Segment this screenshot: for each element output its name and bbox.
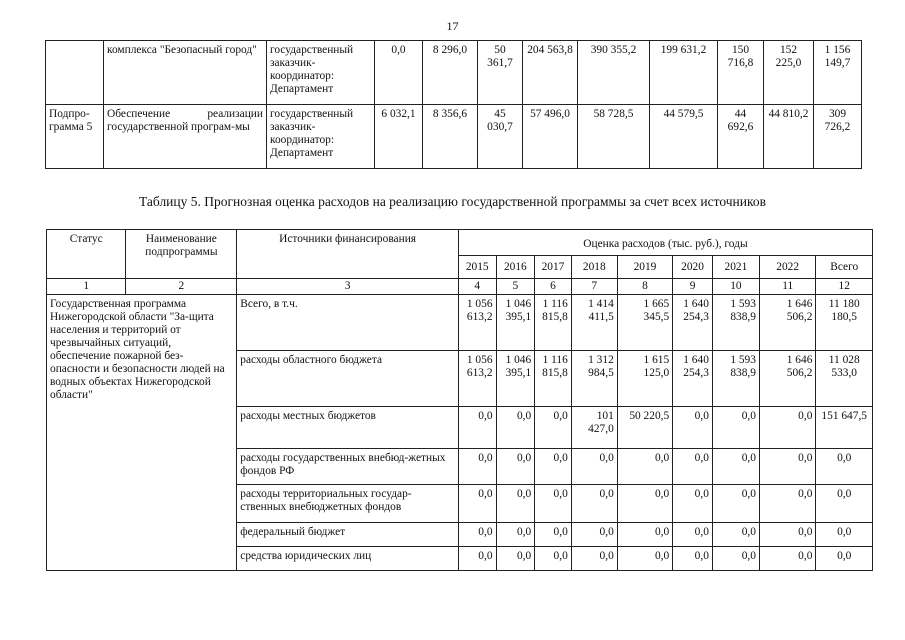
value-cell: 0,0 [571,485,617,523]
value-cell: 0,0 [816,547,873,571]
table-caption: Таблицу 5. Прогнозная оценка расходов на реализацию государственной программы за счет всех источников [139,194,766,209]
column-number-row [47,279,873,295]
value-cell: 0,0 [458,485,496,523]
value-cell: 1 593 838,9 [712,295,759,351]
value-cell: 57 496,0 [523,105,578,169]
value-cell: 1 056 613,2 [458,295,496,351]
value-cell: 1 665 345,5 [617,295,672,351]
value-cell: 11 028 533,0 [816,351,873,407]
value-cell: 390 355,2 [578,41,650,105]
value-cell: 204 563,8 [523,41,578,105]
value-cell: 0,0 [673,485,713,523]
column-number: 12 [816,279,873,295]
column-number: 5 [496,279,535,295]
year-header: 2022 [759,256,815,279]
column-number: 1 [47,279,126,295]
value-cell: 0,0 [759,407,815,449]
value-cell: 45 030,7 [478,105,523,169]
value-cell: 0,0 [617,485,672,523]
value-cell: 11 180 180,5 [816,295,873,351]
value-cell: 0,0 [571,523,617,547]
value-cell: 44 810,2 [764,105,814,169]
value-cell: 0,0 [617,449,672,485]
value-cell: 1 056 613,2 [458,351,496,407]
value-cell: 0,0 [816,485,873,523]
source-cell: Всего, в т.ч. [237,295,459,351]
column-number: 8 [617,279,672,295]
source-cell: расходы местных бюджетов [237,407,459,449]
value-cell: 0,0 [712,547,759,571]
value-cell: 0,0 [759,523,815,547]
value-cell: 0,0 [496,449,535,485]
column-number: 6 [535,279,572,295]
column-number: 3 [237,279,459,295]
value-cell: 1 615 125,0 [617,351,672,407]
value-cell: 0,0 [712,449,759,485]
value-cell: 44 692,6 [718,105,764,169]
page-number: 17 [446,19,459,33]
forecast-table-body [47,230,873,571]
value-cell: 199 631,2 [650,41,718,105]
value-cell: 0,0 [816,449,873,485]
header-row [47,230,873,256]
value-cell: 0,0 [535,523,572,547]
year-header: 2020 [673,256,713,279]
value-cell: 0,0 [617,547,672,571]
value-cell: 0,0 [535,407,572,449]
column-number: 11 [759,279,815,295]
status-cell [46,41,104,105]
value-cell: 50 220,5 [617,407,672,449]
column-number: 2 [126,279,237,295]
value-cell: 0,0 [759,547,815,571]
name-cell: комплекса "Безопасный город" [104,41,267,105]
value-cell: 0,0 [816,523,873,547]
value-cell: 0,0 [712,407,759,449]
source-cell: федеральный бюджет [237,523,459,547]
value-cell: 0,0 [759,485,815,523]
value-cell: 0,0 [535,547,572,571]
name-cell: Обеспечение реализации государственной програм-мы [104,105,267,169]
value-cell: 150 716,8 [718,41,764,105]
value-cell: 0,0 [571,547,617,571]
value-cell: 1 646 506,2 [759,295,815,351]
value-cell: 1 116 815,8 [535,351,572,407]
status-cell: Подпро-грамма 5 [46,105,104,169]
program-status-cell: Государственная программа Нижегородской области "За-щита населения и территорий от чрезвычайных ситуаций, обеспечение пожарной без-опасности и безопасности людей на водных объектах Нижегородской области" [47,295,237,571]
column-number: 10 [712,279,759,295]
source-cell: расходы государственных внебюд-жетных фондов РФ [237,449,459,485]
responsible-cell: государственный заказчик-координатор: Департамент [267,41,375,105]
value-cell: 1 116 815,8 [535,295,572,351]
value-cell: 0,0 [712,523,759,547]
source-cell: расходы территориальных государ-ственных внебюджетных фондов [237,485,459,523]
value-cell: 0,0 [458,547,496,571]
value-cell: 44 579,5 [650,105,718,169]
continued-table [45,40,862,169]
value-cell: 0,0 [458,523,496,547]
value-cell: 0,0 [673,523,713,547]
value-cell: 152 225,0 [764,41,814,105]
value-cell: 1 640 254,3 [673,295,713,351]
table-row [46,105,862,169]
value-cell: 101 427,0 [571,407,617,449]
value-cell: 0,0 [535,485,572,523]
value-cell: 0,0 [673,547,713,571]
value-cell: 1 593 838,9 [712,351,759,407]
value-cell: 0,0 [496,407,535,449]
table-row [46,41,862,105]
value-cell: 0,0 [673,449,713,485]
value-cell: 1 046 395,1 [496,295,535,351]
year-header: 2015 [458,256,496,279]
source-cell: средства юридических лиц [237,547,459,571]
value-cell: 1 646 506,2 [759,351,815,407]
value-cell: 0,0 [673,407,713,449]
value-cell: 151 647,5 [816,407,873,449]
year-header: 2017 [535,256,572,279]
value-cell: 1 046 395,1 [496,351,535,407]
value-cell: 0,0 [496,547,535,571]
value-cell: 0,0 [496,485,535,523]
value-cell: 0,0 [375,41,423,105]
value-cell: 0,0 [458,407,496,449]
header-status: Статус [47,230,126,279]
forecast-table [46,229,873,571]
value-cell: 0,0 [496,523,535,547]
value-cell: 309 726,2 [814,105,862,169]
value-cell: 1 640 254,3 [673,351,713,407]
value-cell: 6 032,1 [375,105,423,169]
continued-table-body [46,41,862,169]
header-subprogram: Наименование подпрограммы [126,230,237,279]
table-row [47,295,873,351]
year-header: Всего [816,256,873,279]
value-cell: 0,0 [759,449,815,485]
responsible-cell: государственный заказчик-координатор: Департамент [267,105,375,169]
value-cell: 1 414 411,5 [571,295,617,351]
value-cell: 0,0 [617,523,672,547]
header-sources: Источники финансирования [237,230,459,279]
source-cell: расходы областного бюджета [237,351,459,407]
value-cell: 0,0 [712,485,759,523]
year-header: 2019 [617,256,672,279]
header-estimate: Оценка расходов (тыс. руб.), годы [458,230,872,256]
value-cell: 8 296,0 [423,41,478,105]
column-number: 7 [571,279,617,295]
column-number: 4 [458,279,496,295]
value-cell: 1 156 149,7 [814,41,862,105]
value-cell: 8 356,6 [423,105,478,169]
column-number: 9 [673,279,713,295]
value-cell: 0,0 [571,449,617,485]
year-header: 2018 [571,256,617,279]
year-header: 2021 [712,256,759,279]
year-header: 2016 [496,256,535,279]
value-cell: 0,0 [535,449,572,485]
value-cell: 58 728,5 [578,105,650,169]
value-cell: 1 312 984,5 [571,351,617,407]
value-cell: 50 361,7 [478,41,523,105]
value-cell: 0,0 [458,449,496,485]
